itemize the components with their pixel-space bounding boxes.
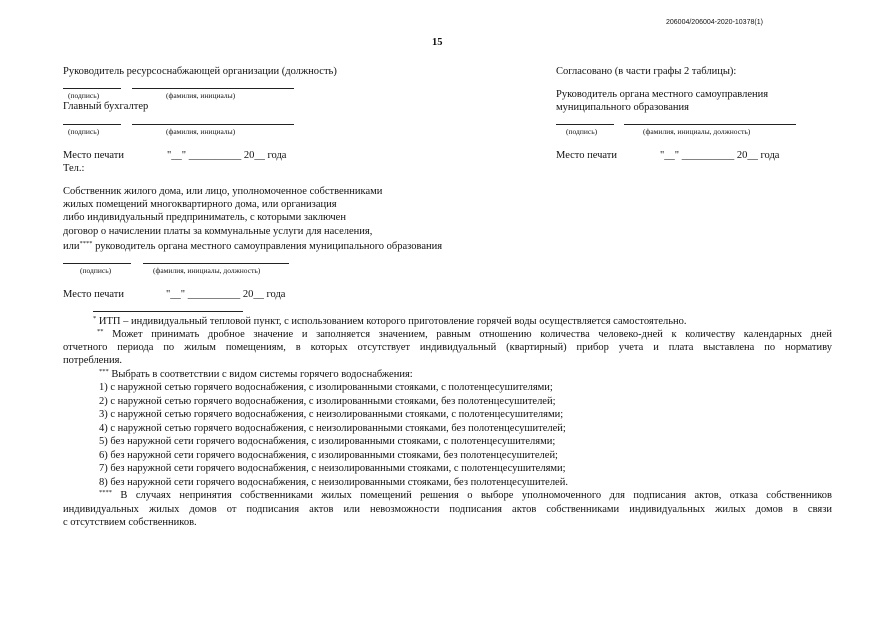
stamp-label: Место печати: [63, 150, 125, 161]
footnote-mark: *: [93, 315, 97, 322]
document-number: 206004/206004-2020-10378(1): [666, 19, 763, 26]
authority-title: Руководитель органа местного самоуправления: [556, 89, 769, 100]
footnote-separator: [93, 311, 243, 312]
page-number: 15: [432, 37, 443, 48]
head-title: Руководитель ресурсоснабжающей организации (должность): [63, 66, 337, 77]
owner-last-prefix: или: [63, 241, 80, 252]
name-line: [132, 124, 294, 125]
list-item: 6) без наружной сети горячего водоснабжения, с изолированными стояками, без полотенцесушителей;: [99, 450, 558, 461]
owner-last-text: руководитель органа местного самоуправления муниципального образования: [92, 241, 443, 252]
footnote-text: Выбрать в соответствии с видом системы горячего водоснабжения:: [108, 369, 413, 380]
agreed-title: Согласовано (в части графы 2 таблицы):: [556, 66, 737, 77]
footnote-4-line: [99, 489, 832, 502]
footnote-2-line: отчетного периода по жилым помещениям, в которых отсутствует индивидуальный (квартирный) прибор учета и плата выставлена по нормативу: [63, 342, 832, 353]
footnote-4-line: индивидуальных жилых домов от подписания актов или невозможности подписания актов собственниками индивидуальных жилых домов в связи: [63, 504, 832, 515]
date-field: "__" __________ 20__ года: [166, 289, 286, 300]
list-item: 7) без наружной сети горячего водоснабжения, с неизолированными стояками, с полотенцесушителями;: [99, 463, 566, 474]
footnote-mark: ****: [99, 489, 112, 496]
footnote-text: ИТП – индивидуальный тепловой пункт, с использованием которого приготовление горячей воды осуществляется самостоятельно.: [96, 316, 687, 327]
owner-line: Собственник жилого дома, или лицо, уполномоченное собственниками: [63, 186, 383, 197]
list-item: 3) с наружной сетью горячего водоснабжения, с неизолированными стояками, с полотенцесушителями;: [99, 409, 564, 420]
signature-line: [63, 263, 131, 264]
signature-line: [63, 124, 121, 125]
footnote-mark: ***: [99, 368, 109, 375]
signature-line: [556, 124, 614, 125]
list-item: 4) с наружной сетью горячего водоснабжения, с неизолированными стояками, без полотенцесушителей;: [99, 423, 566, 434]
signature-line: [63, 88, 121, 89]
name-caption: (фамилия, инициалы): [166, 91, 236, 100]
footnote-4-line: с отсутствием собственников.: [63, 517, 197, 528]
footnote-2-line: [97, 328, 832, 341]
footnote-3: [99, 368, 413, 381]
footnote-1: [93, 315, 687, 328]
name-line: [132, 88, 294, 89]
name-caption: (фамилия, инициалы, должность): [643, 127, 751, 136]
name-line: [624, 124, 796, 125]
stamp-label: Место печати: [556, 150, 618, 161]
signature-caption: (подпись): [68, 127, 100, 136]
owner-line-last: [63, 240, 442, 253]
name-line: [143, 263, 289, 264]
date-field: "__" __________ 20__ года: [167, 150, 287, 161]
owner-line: жилых помещений многоквартирного дома, или организация: [63, 199, 337, 210]
phone-label: Тел.:: [63, 163, 85, 174]
owner-line: либо индивидуальный предприниматель, с которыми заключен: [63, 212, 346, 223]
authority-title: муниципального образования: [556, 102, 689, 113]
footnote-mark: **: [97, 328, 104, 335]
signature-caption: (подпись): [566, 127, 598, 136]
list-item: 8) без наружной сети горячего водоснабжения, с неизолированными стояками, без полотенцесушителей.: [99, 477, 568, 488]
list-item: 2) с наружной сетью горячего водоснабжения, с изолированными стояками, без полотенцесушителей;: [99, 396, 556, 407]
stamp-label: Место печати: [63, 289, 125, 300]
footnote-mark: ****: [79, 240, 93, 247]
signature-caption: (подпись): [68, 91, 100, 100]
signature-caption: (подпись): [80, 266, 112, 275]
accountant-title: Главный бухгалтер: [63, 101, 149, 112]
name-caption: (фамилия, инициалы, должность): [153, 266, 261, 275]
footnote-text: Может принимать дробное значение и заполняется значением, равным отношению количества человеко-дней к количеству календарных дней: [103, 329, 832, 340]
footnote-2-line: потребления.: [63, 355, 123, 366]
list-item: 1) с наружной сетью горячего водоснабжения, с изолированными стояками, с полотенцесушителями;: [99, 382, 553, 393]
list-item: 5) без наружной сети горячего водоснабжения, с изолированными стояками, с полотенцесушителями;: [99, 436, 556, 447]
name-caption: (фамилия, инициалы): [166, 127, 236, 136]
owner-line: договор о начислении платы за коммунальные услуги для населения,: [63, 226, 373, 237]
date-field: "__" __________ 20__ года: [660, 150, 780, 161]
footnote-text: В случаях непринятия собственниками жилых помещений решения о выборе уполномоченного для подписания актов, отказа собственников: [112, 490, 832, 501]
